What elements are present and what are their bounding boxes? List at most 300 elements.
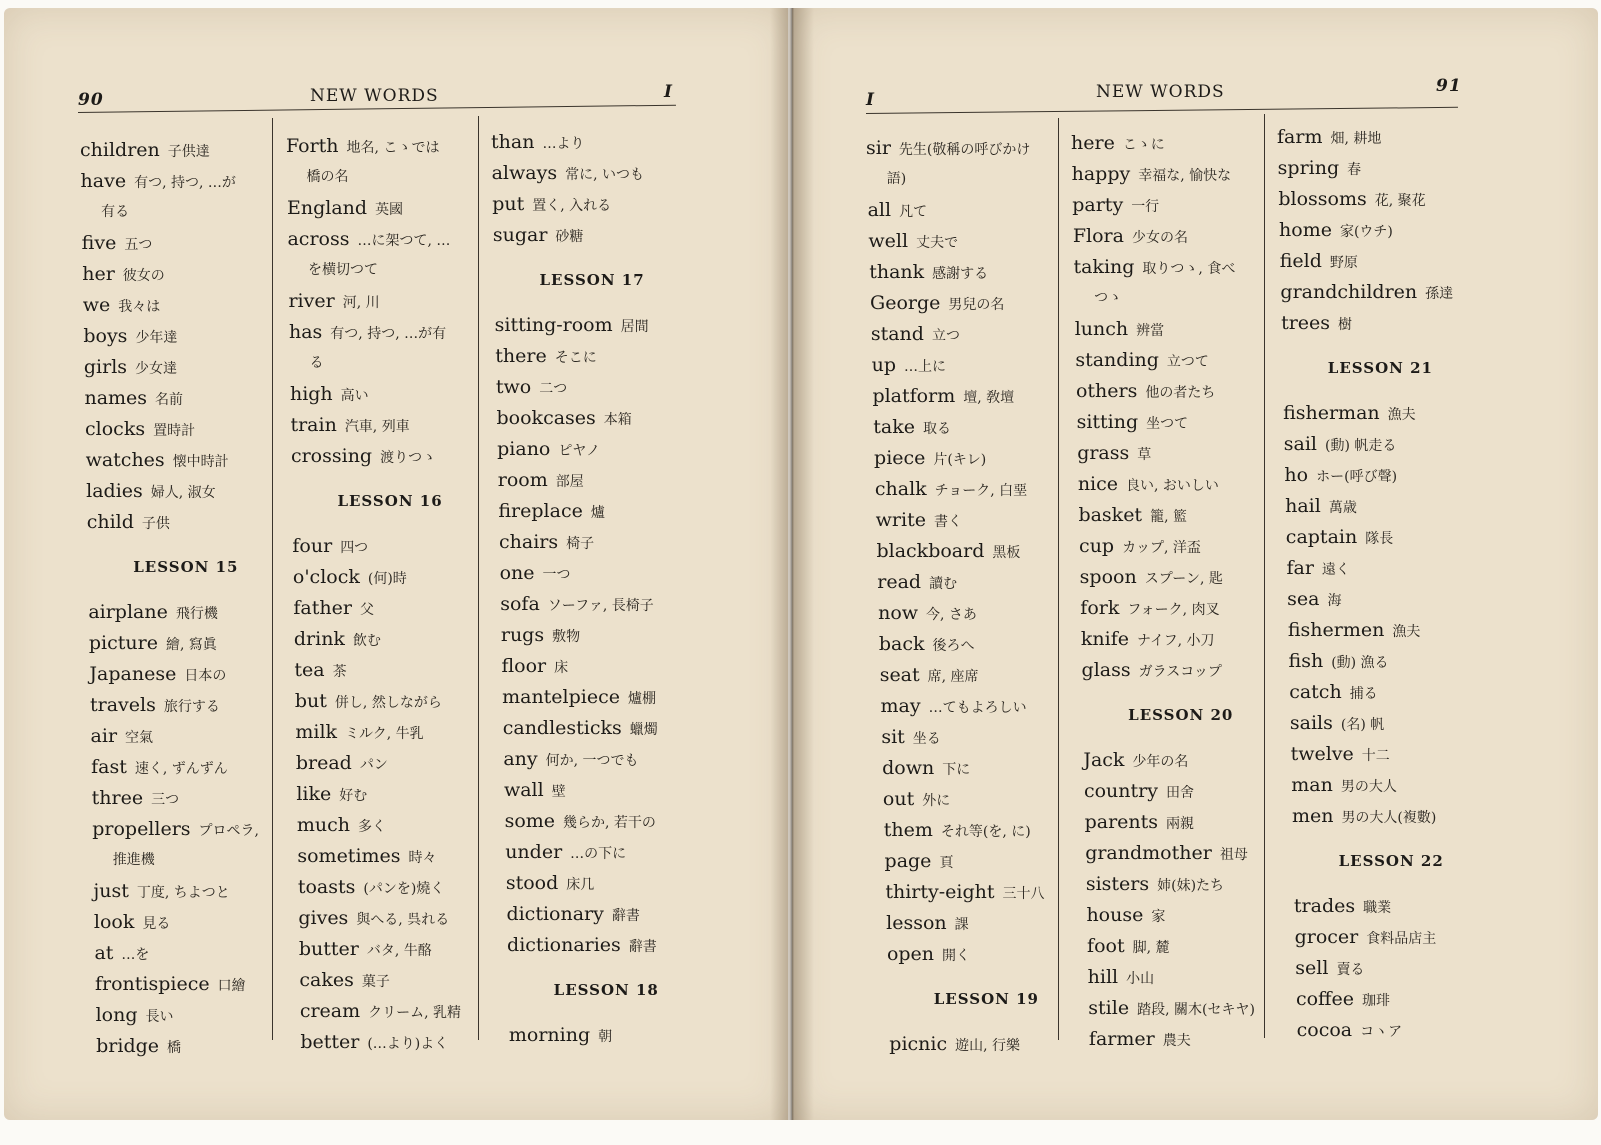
- vocab-entry: [84, 355, 177, 381]
- vocab-definition: 我々は: [118, 299, 161, 315]
- vocab-definition: ピヤノ: [558, 443, 601, 459]
- vocab-word: any: [503, 748, 538, 770]
- vocab-word: long: [95, 1004, 138, 1026]
- vocab-entry: [502, 685, 656, 711]
- vocab-entry: [1280, 280, 1453, 306]
- vocab-definition: 十二: [1361, 748, 1390, 764]
- vocab-entry: [1088, 996, 1255, 1022]
- vocab-word: room: [497, 469, 548, 491]
- vocab-word: than: [491, 131, 535, 153]
- vocab-entry: [497, 406, 632, 432]
- vocab-definition: ナイフ, 小刀: [1137, 633, 1215, 649]
- vocab-entry: [1080, 596, 1219, 622]
- vocab-word: all: [867, 199, 892, 221]
- vocab-entry: [1277, 125, 1381, 151]
- vocab-word: stand: [870, 323, 924, 345]
- vocab-word: bread: [295, 752, 352, 774]
- vocab-entry: [1289, 680, 1377, 706]
- vocab-word: air: [90, 725, 118, 747]
- vocab-word: seat: [879, 664, 920, 686]
- vocab-word: two: [495, 376, 532, 398]
- vocab-definition: 日本の: [184, 668, 227, 684]
- vocab-word: parents: [1084, 811, 1159, 833]
- vocab-definition: フォーク, 肉叉: [1127, 602, 1220, 618]
- vocab-word: back: [878, 633, 925, 655]
- vocab-word: house: [1086, 904, 1144, 926]
- vocab-definition: クリーム, 乳精: [368, 1005, 462, 1021]
- vocab-definition: 隊長: [1365, 531, 1394, 547]
- vocab-definition: ミルク, 牛乳: [345, 726, 424, 742]
- vocab-entry: [1086, 903, 1165, 929]
- vocab-entry: [1082, 658, 1222, 684]
- vocab-word: mantelpiece: [502, 686, 620, 708]
- vocab-entry: [495, 313, 649, 339]
- vocab-definition: プロペラ,: [198, 823, 259, 839]
- vocab-definition: 外に: [922, 793, 951, 809]
- vocab-entry: [288, 289, 379, 315]
- vocab-word: sir: [866, 137, 891, 159]
- vocab-definition: 先生(敬稱の呼びかけ: [898, 142, 1031, 158]
- vocab-word: have: [80, 170, 127, 192]
- vocab-entry: [1088, 965, 1154, 991]
- vocab-entry: [500, 561, 571, 587]
- definition-continuation: [309, 351, 323, 375]
- vocab-word: candlesticks: [502, 717, 622, 739]
- vocab-word: up: [871, 354, 897, 376]
- vocab-entry: [503, 716, 658, 742]
- vocab-entry: [887, 942, 970, 968]
- vocab-definition: コヽア: [1360, 1024, 1403, 1040]
- vocab-entry: [298, 906, 449, 932]
- vocab-word: grandmother: [1085, 842, 1212, 864]
- vocab-entry: [95, 972, 246, 998]
- vocab-word: hill: [1087, 966, 1119, 988]
- vocab-word: gives: [298, 907, 349, 929]
- vocab-entry: [1290, 711, 1384, 737]
- vocab-word: sometimes: [297, 845, 401, 867]
- vocab-definition: (動) 帆走る: [1324, 438, 1397, 454]
- vocab-definition: 凡て: [899, 204, 928, 220]
- vocab-definition: 籠, 籃: [1150, 509, 1187, 525]
- vocab-word: men: [1291, 805, 1334, 827]
- vocab-word: fork: [1080, 597, 1120, 619]
- vocab-word: tea: [294, 659, 325, 681]
- vocab-definition: 橋の名: [306, 169, 349, 185]
- vocab-definition: 英國: [375, 202, 404, 218]
- vocab-word: foot: [1087, 935, 1125, 957]
- vocab-definition: 茶: [332, 664, 347, 680]
- vocab-word: there: [495, 345, 547, 367]
- vocab-word: sell: [1295, 957, 1329, 979]
- vocab-word: coffee: [1295, 988, 1355, 1010]
- vocab-word: captain: [1285, 526, 1358, 548]
- vocab-definition: 姉(妹)たち: [1157, 878, 1225, 894]
- vocab-word: fishermen: [1287, 619, 1385, 641]
- vocab-definition: 取りつゝ, 食べ: [1142, 261, 1236, 277]
- vocab-word: high: [289, 383, 333, 405]
- vocab-entry: [84, 386, 183, 412]
- vocab-word: frontispiece: [95, 973, 210, 995]
- vocab-entry: [868, 229, 958, 255]
- vocab-word: some: [504, 810, 556, 832]
- vocab-entry: [289, 320, 446, 346]
- vocab-definition: 課: [954, 917, 969, 933]
- vocab-definition: 汽車, 列車: [344, 419, 410, 435]
- vocab-entry: [298, 875, 444, 901]
- vocab-definition: 坐る: [912, 731, 941, 747]
- vocab-entry: [297, 813, 386, 839]
- vocab-entry: [880, 663, 979, 689]
- vocab-word: train: [290, 414, 337, 436]
- vocab-entry: [491, 130, 584, 156]
- vocab-definition: スプーン, 匙: [1144, 571, 1223, 587]
- vocab-entry: [94, 910, 170, 936]
- vocab-definition: 幸福な, 愉快な: [1138, 168, 1232, 184]
- vocab-word: take: [873, 416, 915, 438]
- vocab-definition: (動) 漁る: [1331, 655, 1389, 671]
- vocab-entry: [870, 291, 1004, 317]
- vocab-word: crossing: [290, 445, 373, 467]
- vocab-definition: 一つ: [542, 567, 571, 583]
- vocab-word: fisherman: [1283, 402, 1380, 424]
- vocab-definition: 語): [886, 171, 907, 187]
- vocab-entry: [294, 627, 381, 653]
- vocab-entry: [1073, 224, 1188, 250]
- vocab-entry: [873, 415, 951, 441]
- vocab-word: lunch: [1074, 318, 1129, 340]
- vocab-word: o'clock: [292, 566, 360, 588]
- vocab-definition: 辭書: [611, 908, 640, 924]
- vocab-entry: [881, 694, 1027, 720]
- vocab-definition: …てもよろしい: [928, 700, 1027, 716]
- vocab-word: cakes: [299, 969, 354, 991]
- vocab-entry: [1079, 534, 1201, 560]
- vocab-word: stile: [1088, 997, 1130, 1019]
- vocab-entry: [876, 508, 962, 534]
- vocab-definition: 春: [1347, 162, 1362, 178]
- vocab-entry: [495, 344, 596, 370]
- lesson-heading: LESSON 17: [539, 271, 645, 289]
- vocab-entry: [498, 499, 604, 525]
- vocab-definition: (…より)よく: [367, 1036, 449, 1052]
- vocab-definition: …を: [121, 947, 150, 963]
- vocab-entry: [1287, 587, 1341, 613]
- vocab-definition: 遊山, 行樂: [955, 1038, 1021, 1054]
- vocab-entry: [83, 293, 161, 319]
- vocab-definition: 祖母: [1219, 847, 1248, 863]
- vocab-entry: [1072, 193, 1159, 219]
- vocab-word: father: [293, 597, 352, 619]
- vocab-definition: 感謝する: [932, 266, 989, 282]
- vocab-definition: …に架つて, …: [357, 233, 451, 249]
- vocab-entry: [82, 231, 153, 257]
- vocab-word: trades: [1293, 895, 1356, 917]
- vocab-entry: [1284, 463, 1397, 489]
- vocab-word: farm: [1277, 126, 1323, 148]
- vocab-entry: [90, 693, 220, 719]
- vocab-entry: [499, 530, 594, 556]
- vocab-word: grocer: [1294, 926, 1359, 948]
- vocab-definition: 漁夫: [1387, 407, 1416, 423]
- vocab-word: others: [1075, 380, 1138, 402]
- left-page-title: NEW WORDS: [310, 86, 439, 106]
- vocab-definition: 與へる, 呉れる: [356, 912, 450, 928]
- vocab-word: at: [94, 942, 114, 964]
- vocab-definition: 河, 川: [342, 295, 380, 311]
- vocab-definition: 推進機: [112, 852, 155, 868]
- vocab-entry: [877, 570, 957, 596]
- vocab-definition: 他の者たち: [1145, 385, 1216, 401]
- vocab-entry: [879, 632, 975, 658]
- vocab-entry: [1078, 472, 1219, 498]
- vocab-entry: [294, 658, 346, 684]
- vocab-definition: 三つ: [151, 792, 180, 808]
- vocab-word: cup: [1079, 535, 1115, 557]
- vocab-word: floor: [501, 655, 547, 677]
- vocab-entry: [1084, 779, 1194, 805]
- vocab-entry: [1077, 410, 1189, 436]
- vocab-entry: [1072, 162, 1232, 188]
- vocab-definition: …より: [542, 136, 585, 152]
- vocab-definition: 五つ: [124, 237, 153, 253]
- vocab-entry: [1078, 503, 1187, 529]
- vocab-definition: 口繪: [217, 978, 246, 994]
- vocab-word: just: [93, 880, 129, 902]
- column-divider: [272, 118, 273, 1040]
- vocab-entry: [293, 596, 374, 622]
- vocab-word: far: [1286, 557, 1314, 579]
- vocab-entry: [882, 756, 970, 782]
- definition-continuation: [887, 167, 906, 191]
- vocab-entry: [296, 782, 367, 808]
- vocab-entry: [94, 941, 149, 967]
- vocab-entry: [1083, 748, 1188, 774]
- vocab-definition: 孫達: [1425, 286, 1454, 302]
- vocab-entry: [1291, 773, 1397, 799]
- vocab-definition: カップ, 洋盃: [1122, 540, 1201, 556]
- vocab-word: sail: [1283, 433, 1317, 455]
- lesson-heading: LESSON 21: [1327, 359, 1433, 377]
- vocab-entry: [492, 192, 611, 218]
- vocab-definition: (何)時: [367, 571, 407, 587]
- vocab-entry: [292, 534, 368, 560]
- vocab-entry: [300, 1030, 448, 1056]
- vocab-definition: 席, 座席: [927, 669, 979, 685]
- vocab-definition: 黑板: [992, 545, 1021, 561]
- vocab-definition: 樹: [1338, 317, 1353, 333]
- vocab-entry: [92, 786, 179, 812]
- vocab-entry: [290, 382, 369, 408]
- vocab-entry: [290, 413, 409, 439]
- vocab-definition: 部屋: [555, 474, 584, 490]
- vocab-entry: [1296, 987, 1390, 1013]
- vocab-definition: 海: [1327, 593, 1342, 609]
- vocab-word: catch: [1289, 681, 1342, 703]
- vocab-word: England: [286, 197, 368, 219]
- vocab-entry: [1289, 649, 1389, 675]
- vocab-definition: 彼女の: [122, 268, 165, 284]
- vocab-word: blossoms: [1278, 188, 1367, 210]
- vocab-word: toasts: [297, 876, 356, 898]
- vocab-definition: 三十八: [1002, 886, 1045, 902]
- vocab-word: read: [877, 571, 922, 593]
- vocab-entry: [1284, 432, 1397, 458]
- vocab-word: George: [870, 292, 941, 314]
- vocab-entry: [1295, 925, 1437, 951]
- vocab-definition: 取る: [922, 421, 951, 437]
- vocab-word: sit: [881, 726, 905, 748]
- vocab-definition: 四つ: [340, 540, 369, 556]
- vocab-entry: [80, 138, 210, 164]
- vocab-definition: 子供達: [167, 144, 210, 160]
- vocab-entry: [88, 600, 218, 626]
- vocab-definition: 開く: [942, 948, 971, 964]
- vocab-word: names: [84, 387, 148, 409]
- vocab-definition: 常に, いつも: [565, 167, 644, 183]
- vocab-definition: 頁: [939, 855, 954, 871]
- vocab-word: happy: [1071, 163, 1131, 185]
- vocab-definition: 丈夫で: [916, 235, 959, 251]
- vocab-entry: [1080, 565, 1223, 591]
- book-gutter: [770, 8, 814, 1120]
- vocab-word: ladies: [86, 480, 143, 502]
- vocab-word: sisters: [1085, 873, 1150, 895]
- vocab-entry: [92, 817, 259, 843]
- vocab-entry: [1075, 317, 1164, 343]
- right-page-title: NEW WORDS: [1096, 82, 1225, 102]
- vocab-definition: ソーファ, 長椅子: [547, 598, 654, 614]
- vocab-entry: [87, 510, 170, 536]
- vocab-entry: [82, 262, 165, 288]
- vocab-word: sitting-room: [494, 314, 613, 336]
- vocab-word: child: [86, 511, 134, 533]
- vocab-definition: 橋: [167, 1040, 182, 1056]
- vocab-entry: [93, 879, 229, 905]
- vocab-word: across: [287, 228, 350, 250]
- vocab-entry: [889, 1032, 1020, 1058]
- vocab-word: dictionaries: [507, 934, 621, 956]
- vocab-word: here: [1071, 132, 1115, 154]
- vocab-word: put: [492, 193, 525, 215]
- vocab-definition: こゝに: [1122, 137, 1165, 153]
- column-divider: [478, 116, 479, 1040]
- vocab-entry: [1288, 618, 1420, 644]
- vocab-definition: 父: [359, 602, 374, 618]
- vocab-definition: 有つ, 持つ, …が: [134, 175, 236, 191]
- vocab-definition: 坐つて: [1146, 416, 1189, 432]
- lesson-heading: LESSON 19: [933, 990, 1039, 1008]
- vocab-word: basket: [1078, 504, 1143, 526]
- vocab-entry: [498, 468, 584, 494]
- vocab-definition: 男の大人(複數): [1341, 810, 1437, 826]
- vocab-word: milk: [295, 721, 338, 743]
- vocab-definition: 床: [554, 660, 569, 676]
- vocab-entry: [299, 937, 432, 963]
- vocab-word: river: [288, 290, 335, 312]
- vocab-word: platform: [872, 385, 956, 407]
- vocab-definition: 旅行する: [163, 699, 220, 715]
- vocab-entry: [296, 751, 388, 777]
- vocab-word: thank: [869, 261, 925, 283]
- vocab-word: boys: [83, 325, 128, 347]
- vocab-definition: 菓子: [361, 974, 390, 990]
- vocab-definition: 少年の名: [1132, 754, 1189, 770]
- vocab-definition: 丁度, ちよつと: [136, 885, 230, 901]
- vocab-entry: [1077, 441, 1151, 467]
- vocab-word: sea: [1287, 588, 1320, 610]
- vocab-definition: 高い: [340, 388, 369, 404]
- vocab-definition: 置時計: [153, 423, 196, 439]
- vocab-definition: 見る: [142, 916, 171, 932]
- vocab-word: much: [296, 814, 350, 836]
- vocab-word: blackboard: [876, 540, 985, 562]
- vocab-word: her: [82, 263, 115, 285]
- vocab-entry: [1076, 379, 1215, 405]
- vocab-word: look: [93, 911, 135, 933]
- vocab-definition: 萬歳: [1328, 500, 1357, 516]
- vocab-definition: バタ, 牛酪: [366, 943, 432, 959]
- vocab-entry: [874, 446, 986, 472]
- vocab-definition: 長い: [145, 1009, 174, 1025]
- vocab-definition: 一行: [1131, 199, 1160, 215]
- vocab-entry: [287, 196, 403, 222]
- vocab-definition: ホー(呼び聲): [1316, 469, 1398, 485]
- vocab-word: well: [868, 230, 909, 252]
- vocab-entry: [507, 933, 657, 959]
- vocab-definition: 辭書: [628, 939, 657, 955]
- vocab-definition: 片(キレ): [933, 452, 987, 468]
- vocab-entry: [1280, 249, 1358, 275]
- vocab-entry: [869, 260, 988, 286]
- vocab-definition: 何か, 一つでも: [545, 753, 639, 769]
- vocab-word: rugs: [500, 624, 545, 646]
- vocab-entry: [871, 322, 960, 348]
- vocab-entry: [503, 747, 638, 773]
- vocab-entry: [501, 623, 580, 649]
- vocab-definition: 少女達: [135, 361, 178, 377]
- vocab-definition: 砂糖: [555, 229, 584, 245]
- vocab-entry: [504, 778, 566, 804]
- vocab-word: piece: [874, 447, 926, 469]
- definition-continuation: [1094, 286, 1122, 310]
- vocab-definition: 少女の名: [1131, 230, 1188, 246]
- vocab-definition: 爐: [590, 505, 605, 521]
- vocab-definition: 朝: [598, 1029, 613, 1045]
- vocab-definition: 居間: [620, 319, 649, 335]
- vocab-entry: [506, 871, 594, 897]
- vocab-entry: [81, 169, 236, 195]
- vocab-word: four: [292, 535, 333, 557]
- vocab-entry: [878, 601, 977, 627]
- vocab-word: drink: [293, 628, 345, 650]
- vocab-entry: [291, 444, 436, 470]
- vocab-word: chairs: [499, 531, 559, 553]
- vocab-entry: [83, 324, 177, 350]
- vocab-word: open: [886, 943, 935, 965]
- vocab-word: field: [1279, 250, 1322, 272]
- vocab-definition: 併し, 然しながら: [334, 695, 442, 711]
- vocab-word: has: [288, 321, 323, 343]
- vocab-word: one: [499, 562, 535, 584]
- vocab-word: dictionary: [506, 903, 604, 925]
- vocab-entry: [86, 479, 216, 505]
- vocab-entry: [876, 539, 1020, 565]
- vocab-definition: 職業: [1363, 900, 1392, 916]
- vocab-word: Flora: [1072, 225, 1124, 247]
- vocab-entry: [89, 662, 226, 688]
- definition-continuation: [308, 258, 378, 282]
- vocab-definition: 花, 聚花: [1374, 193, 1426, 209]
